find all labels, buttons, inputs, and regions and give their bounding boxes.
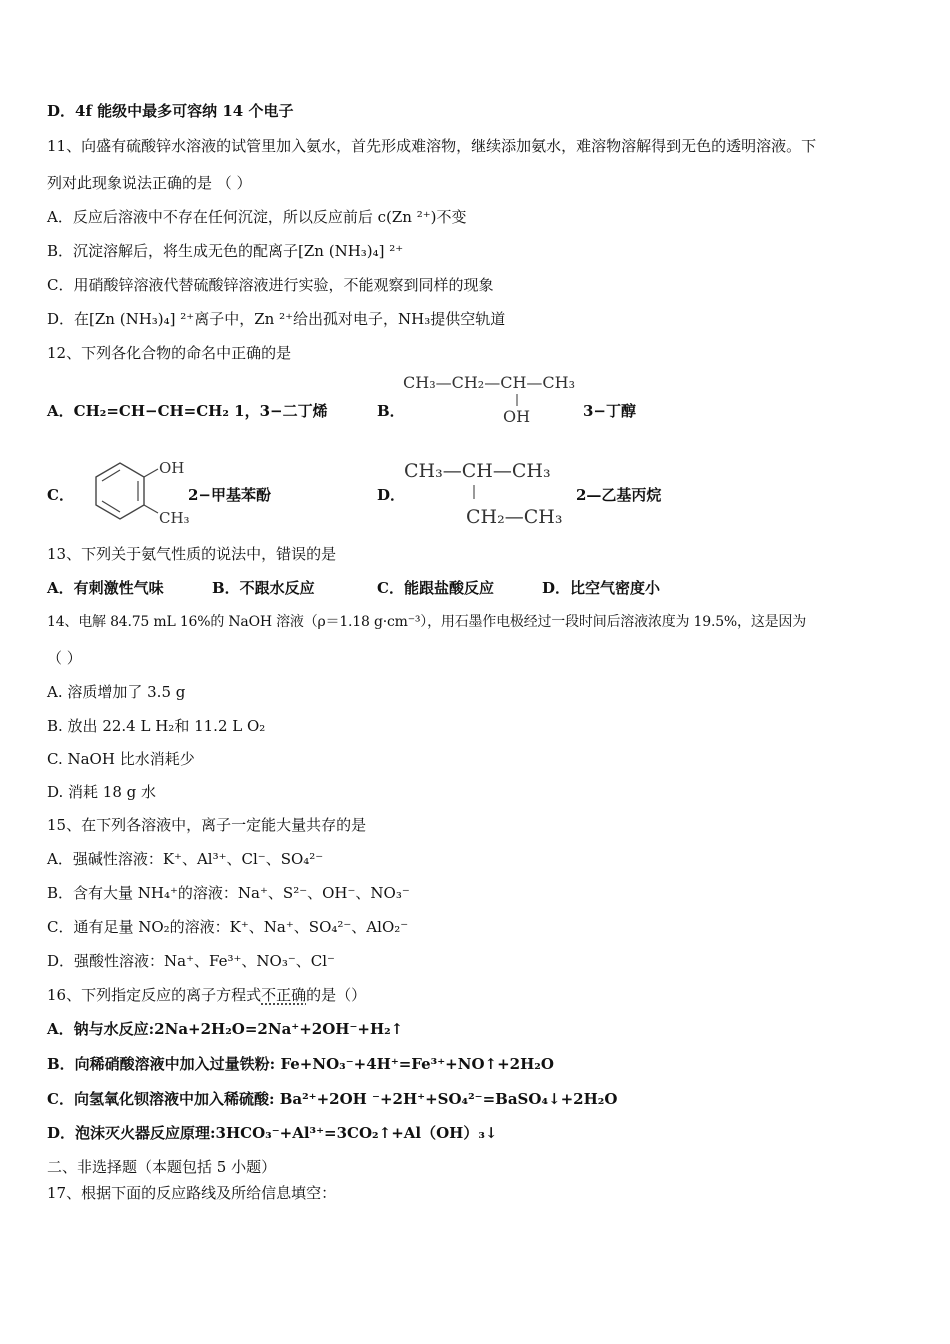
q11-option-b: B．沉淀溶解后，将生成无色的配离子[Zn (NH₃)₄] ²⁺ bbox=[47, 242, 404, 260]
structure-c-ch3: CH₃ bbox=[159, 509, 190, 527]
structure-3-butanol bbox=[403, 370, 583, 426]
q14-option-a: A. 溶质增加了 3.5 g bbox=[47, 683, 186, 701]
q16-option-b: B．向稀硝酸溶液中加入过量铁粉: Fe+NO₃⁻+4H⁺=Fe³⁺+NO↑+2H₂O bbox=[47, 1055, 554, 1073]
q16-option-d: D．泡沫灭火器反应原理:3HCO₃⁻+Al³⁺=3CO₂↑+Al（OH）₃↓ bbox=[47, 1124, 498, 1142]
q16-stem-post: 的是（） bbox=[306, 986, 367, 1004]
q11-option-a: A．反应后溶液中不存在任何沉淀，所以反应前后 c(Zn ²⁺)不变 bbox=[47, 208, 467, 226]
oh-bond bbox=[144, 469, 158, 477]
q12-option-c-label: C． bbox=[47, 486, 74, 504]
q13-option-c: C．能跟盐酸反应 bbox=[377, 579, 494, 597]
q12-option-b-label: B． bbox=[377, 402, 405, 420]
q16-stem-emphasis: 不正确 bbox=[261, 986, 307, 1004]
q16-option-c: C．向氢氧化钡溶液中加入稀硫酸: Ba²⁺+2OH ⁻+2H⁺+SO₄²⁻=BaSO₄↓+2H₂O bbox=[47, 1090, 618, 1108]
q16-stem-pre: 16、下列指定反应的离子方程式 bbox=[47, 986, 262, 1004]
q11-option-c: C．用硝酸锌溶液代替硫酸锌溶液进行实验，不能观察到同样的现象 bbox=[47, 276, 494, 294]
q12-option-a: A．CH₂=CH−CH=CH₂ 1，3−二丁烯 bbox=[47, 402, 328, 420]
ch3-bond bbox=[144, 505, 158, 513]
q11-stem-cont: 列对此现象说法正确的是 （ ） bbox=[47, 174, 252, 192]
structure-2-methylphenol bbox=[72, 455, 190, 527]
q14-option-b: B. 放出 22.4 L H₂和 11.2 L O₂ bbox=[47, 717, 266, 735]
q14-stem-cont: （ ） bbox=[47, 649, 82, 667]
q15-option-c: C．通有足量 NO₂的溶液：K⁺、Na⁺、SO₄²⁻、AlO₂⁻ bbox=[47, 918, 409, 936]
q12-option-b-name: 3−丁醇 bbox=[583, 402, 637, 420]
q16-stem bbox=[47, 985, 366, 1005]
q13-option-d: D．比空气密度小 bbox=[542, 579, 661, 597]
q13-stem: 13、下列关于氨气性质的说法中，错误的是 bbox=[47, 545, 337, 563]
q13-options bbox=[47, 578, 907, 598]
structure-d-ethyl: CH₂—CH₃ bbox=[466, 506, 563, 528]
q10-option-d: D．4f 能级中最多可容纳 14 个电子 bbox=[47, 102, 294, 120]
structure-d-main-chain: CH₃—CH—CH₃ bbox=[404, 460, 551, 482]
q12-option-d-name: 2—乙基丙烷 bbox=[576, 486, 662, 504]
q11-option-d: D．在[Zn (NH₃)₄] ²⁺离子中，Zn ²⁺给出孤对电子，NH₃提供空轨道 bbox=[47, 310, 506, 328]
q16-option-a: A．钠与水反应:2Na+2H₂O=2Na⁺+2OH⁻+H₂↑ bbox=[47, 1020, 404, 1038]
q15-option-d: D．强酸性溶液：Na⁺、Fe³⁺、NO₃⁻、Cl⁻ bbox=[47, 952, 335, 970]
q12-option-c-name: 2−甲基苯酚 bbox=[188, 486, 272, 504]
q12-stem: 12、下列各化合物的命名中正确的是 bbox=[47, 344, 292, 362]
q14-stem: 14、电解 84.75 mL 16%的 NaOH 溶液（ρ＝1.18 g·cm⁻³），用石墨作电极经过一段时间后溶液浓度为 19.5%，这是因为 bbox=[47, 614, 807, 630]
q14-option-c: C. NaOH 比水消耗少 bbox=[47, 750, 195, 768]
structure-c-oh: OH bbox=[159, 459, 185, 477]
q13-option-a: A．有刺激性气味 bbox=[47, 579, 164, 597]
q13-option-b: B．不跟水反应 bbox=[212, 579, 315, 597]
q11-stem: 11、向盛有硫酸锌水溶液的试管里加入氨水，首先形成难溶物，继续添加氨水，难溶物溶解得到无色的透明溶液。下 bbox=[47, 137, 817, 155]
section-2-heading: 二、非选择题（本题包括 5 小题） bbox=[47, 1158, 277, 1176]
benzene-ring bbox=[96, 463, 144, 519]
q15-option-b: B．含有大量 NH₄⁺的溶液：Na⁺、S²⁻、OH⁻、NO₃⁻ bbox=[47, 884, 410, 902]
q15-option-a: A．强碱性溶液：K⁺、Al³⁺、Cl⁻、SO₄²⁻ bbox=[47, 850, 324, 868]
q12-option-d-label: D． bbox=[377, 486, 406, 504]
structure-b-oh: OH bbox=[503, 407, 531, 426]
q15-stem: 15、在下列各溶液中，离子一定能大量共存的是 bbox=[47, 816, 367, 834]
structure-b-main-chain: CH₃—CH₂—CH—CH₃ bbox=[403, 373, 576, 392]
q14-option-d: D. 消耗 18 g 水 bbox=[47, 783, 157, 801]
structure-2-ethylpropane bbox=[404, 455, 574, 529]
q17-stem: 17、根据下面的反应路线及所给信息填空： bbox=[47, 1184, 337, 1202]
